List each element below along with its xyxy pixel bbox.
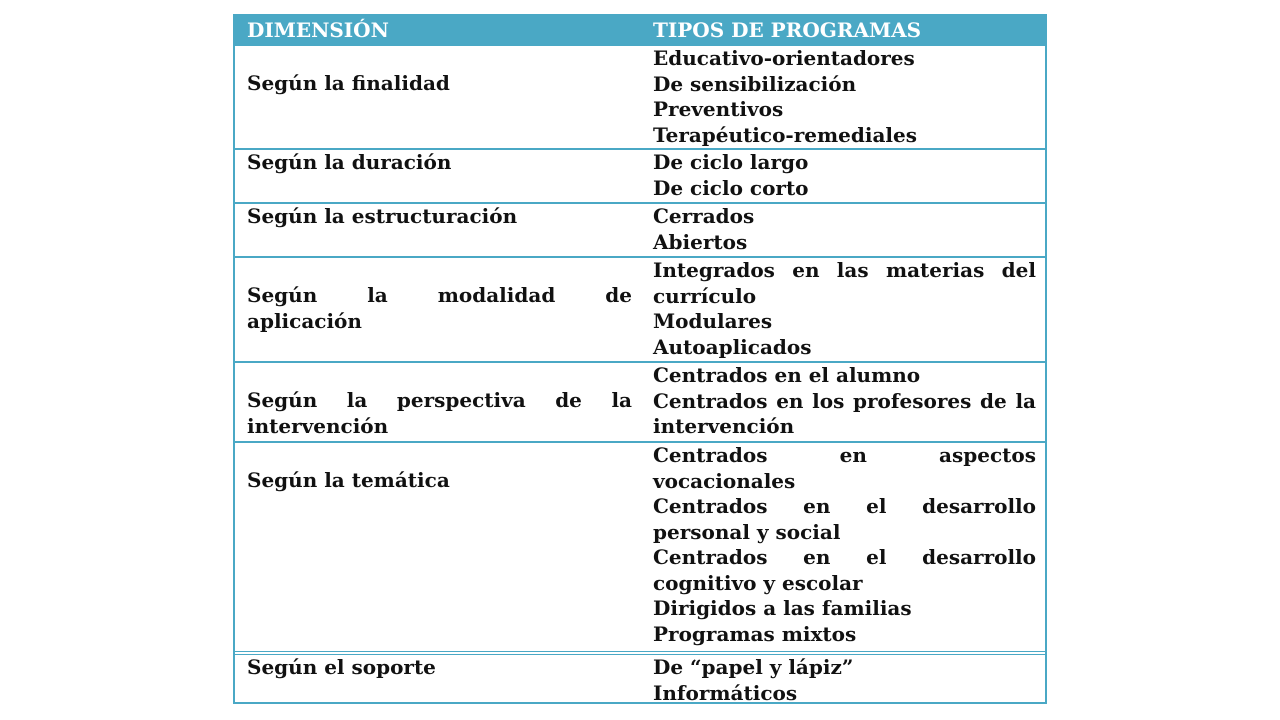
type-item-line: cognitivo y escolar (653, 570, 863, 595)
type-item (653, 258, 1036, 309)
dimension-line: aplicación (247, 308, 362, 333)
type-item-line: personal y social (653, 519, 841, 544)
table-row (235, 651, 1045, 705)
types-cell (653, 204, 1036, 255)
type-item: De ciclo largo (653, 150, 809, 174)
type-item: Abiertos (653, 229, 748, 254)
type-item: De ciclo corto (653, 175, 809, 200)
type-item: Informáticos (653, 680, 798, 705)
table-row (235, 148, 1045, 202)
type-item: Modulares (653, 309, 773, 333)
types-cell (653, 46, 1036, 148)
dimension-line: Según la modalidad de (247, 283, 632, 307)
type-item (653, 494, 1036, 545)
header-types: TIPOS DE PROGRAMAS (653, 18, 922, 42)
types-cell (653, 150, 1036, 201)
type-item: Autoaplicados (653, 334, 812, 359)
type-item-line: Centrados en el desarrollo (653, 545, 1036, 569)
dimension-cell: Según la duración (247, 150, 452, 174)
type-item (653, 443, 1036, 494)
types-cell (653, 443, 1036, 647)
dimension-line: intervención (247, 413, 389, 438)
type-item: De sensibilización (653, 71, 857, 96)
header-dimension: DIMENSIÓN (247, 18, 389, 42)
type-item (653, 545, 1036, 596)
type-item: Preventivos (653, 97, 784, 121)
type-item-line: Centrados en aspectos (653, 443, 1036, 467)
program-types-table (233, 14, 1047, 704)
table-row (235, 361, 1045, 441)
type-item: Cerrados (653, 204, 755, 228)
type-item-line: vocacionales (653, 468, 796, 493)
type-item: Educativo-orientadores (653, 46, 915, 70)
dimension-cell: Según la temática (247, 468, 450, 492)
type-item-line: Centrados en los profesores de la (653, 388, 1036, 413)
table-row (235, 44, 1045, 148)
table-row (235, 441, 1045, 651)
type-item: Terapéutico-remediales (653, 122, 917, 147)
table-row (235, 202, 1045, 256)
type-item-line: intervención (653, 414, 795, 438)
type-item: Dirigidos a las familias (653, 596, 912, 620)
type-item-line: Integrados en las materias del (653, 258, 1036, 282)
type-item-line: currículo (653, 283, 757, 308)
types-cell (653, 363, 1036, 440)
type-item: De “papel y lápiz” (653, 655, 854, 679)
dimension-cell (247, 388, 632, 439)
dimension-cell: Según la estructuración (247, 204, 518, 228)
types-cell (653, 655, 1036, 706)
table-row (235, 256, 1045, 361)
table-header (235, 16, 1045, 44)
dimension-cell (247, 283, 632, 334)
types-cell (653, 258, 1036, 360)
dimension-cell: Según la finalidad (247, 71, 450, 95)
dimension-cell: Según el soporte (247, 655, 436, 679)
dimension-line: Según la perspectiva de la (247, 388, 632, 412)
type-item (653, 389, 1036, 440)
type-item: Programas mixtos (653, 621, 857, 646)
type-item-line: Centrados en el desarrollo (653, 494, 1036, 518)
type-item: Centrados en el alumno (653, 363, 921, 387)
